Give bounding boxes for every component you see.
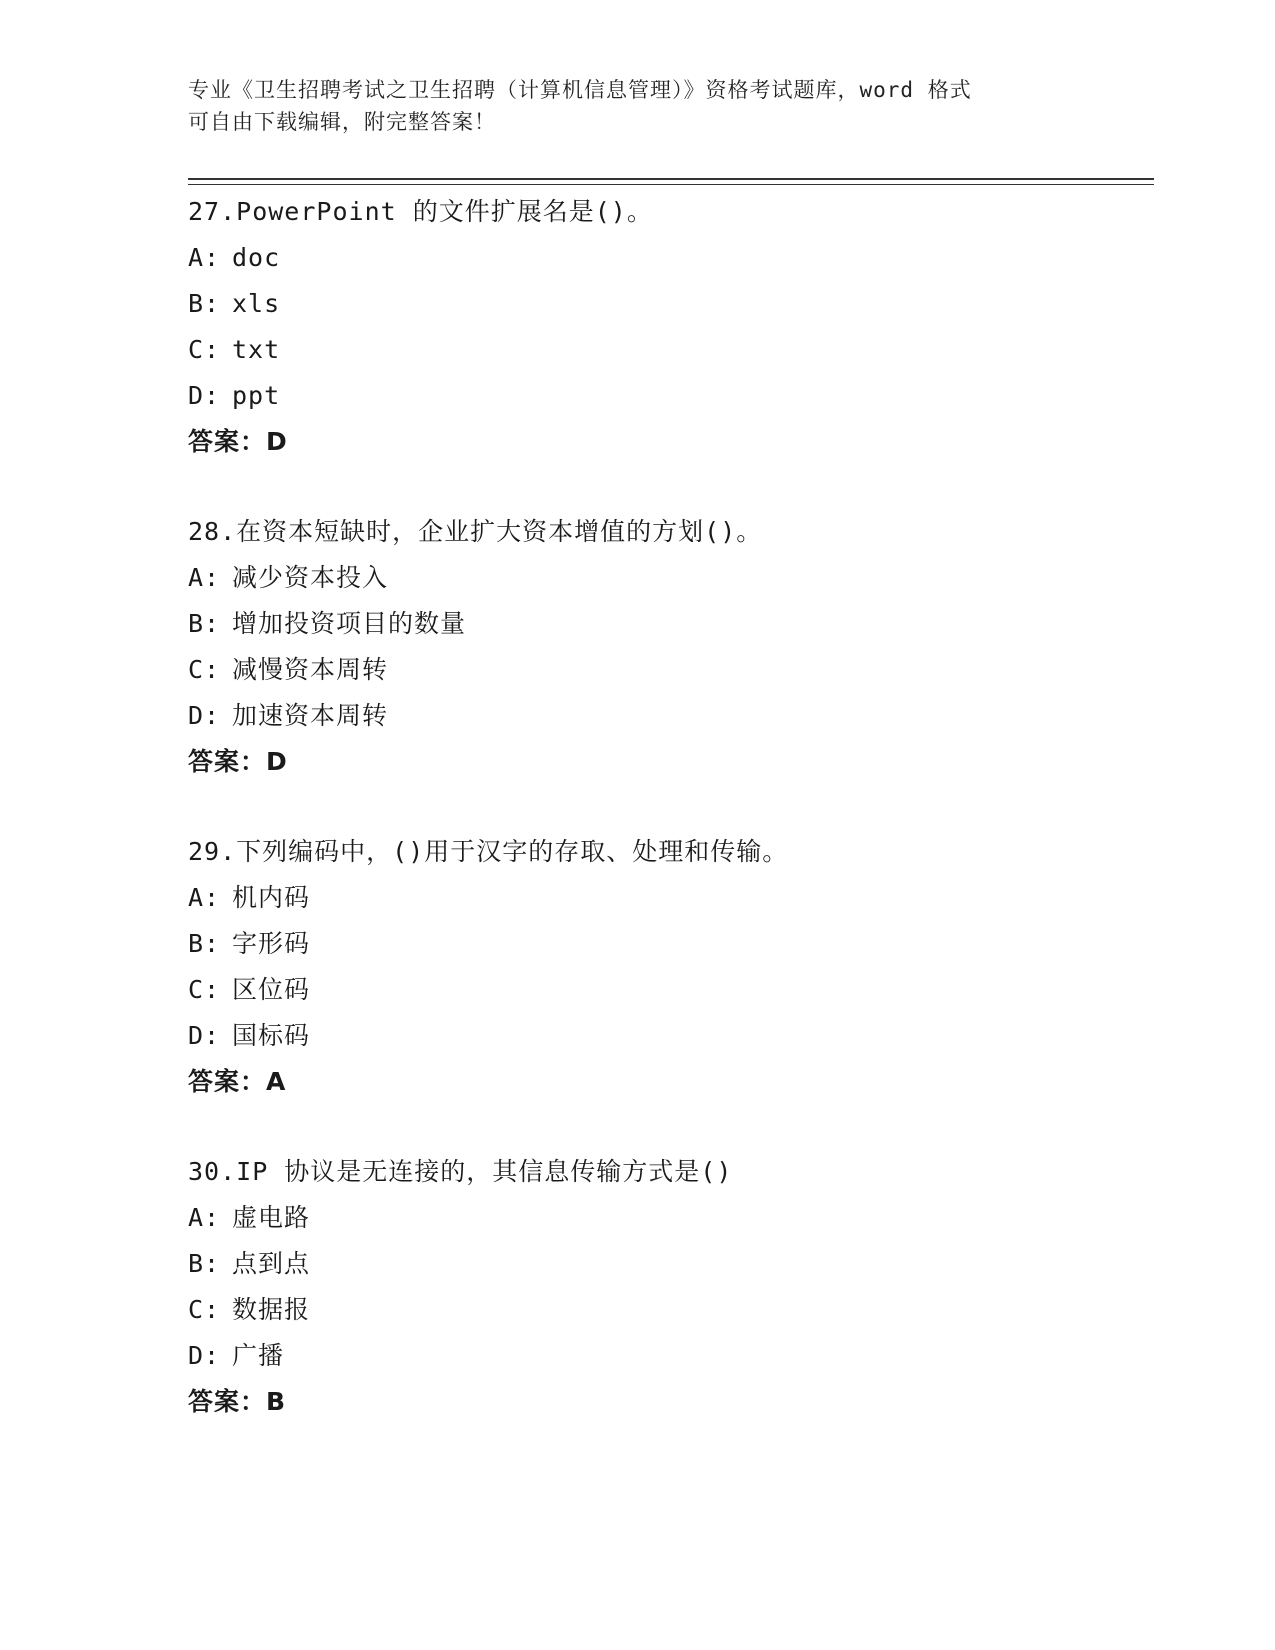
answer: 答案：B — [188, 1387, 287, 1416]
option-tag: B: — [188, 289, 221, 318]
question-30 — [188, 1149, 1148, 1425]
option-tag: D: — [188, 1341, 221, 1370]
option-text: 减慢资本周转 — [232, 655, 389, 684]
answer: 答案：D — [188, 747, 288, 776]
option-text: 虚电路 — [232, 1203, 311, 1232]
option-b — [188, 281, 1148, 327]
option-tag: A: — [188, 563, 221, 592]
option-text: 广播 — [232, 1341, 285, 1370]
option-c — [188, 1287, 1148, 1333]
option-text: txt — [232, 335, 281, 364]
option-tag: C: — [188, 975, 221, 1004]
option-a — [188, 235, 1148, 281]
option-tag: D: — [188, 1021, 221, 1050]
option-text: 国标码 — [232, 1021, 311, 1050]
option-text: ppt — [232, 381, 281, 410]
option-tag: C: — [188, 1295, 221, 1324]
question-27 — [188, 189, 1148, 465]
option-text: 区位码 — [232, 975, 311, 1004]
header-line-2: 可自由下载编辑，附完整答案！ — [188, 110, 496, 134]
option-d — [188, 373, 1148, 419]
option-tag: B: — [188, 609, 221, 638]
question-28 — [188, 509, 1148, 785]
option-tag: A: — [188, 1203, 221, 1232]
option-text: 字形码 — [232, 929, 311, 958]
option-d — [188, 1333, 1148, 1379]
question-29 — [188, 829, 1148, 1105]
option-d — [188, 693, 1148, 739]
option-b — [188, 601, 1148, 647]
option-text: 数据报 — [232, 1295, 311, 1324]
option-tag: B: — [188, 929, 221, 958]
answer: 答案：D — [188, 427, 288, 456]
option-a — [188, 875, 1148, 921]
option-tag: C: — [188, 655, 221, 684]
option-text: doc — [232, 243, 281, 272]
question-text: 29.下列编码中，()用于汉字的存取、处理和传输。 — [188, 837, 789, 866]
option-tag: C: — [188, 335, 221, 364]
option-text: xls — [232, 289, 281, 318]
option-tag: A: — [188, 883, 221, 912]
option-d — [188, 1013, 1148, 1059]
option-tag: D: — [188, 381, 221, 410]
answer: 答案：A — [188, 1067, 287, 1096]
option-a — [188, 555, 1148, 601]
option-b — [188, 1241, 1148, 1287]
option-tag: B: — [188, 1249, 221, 1278]
option-c — [188, 967, 1148, 1013]
header-divider-thin — [188, 184, 1154, 185]
header-line-1: 专业《卫生招聘考试之卫生招聘（计算机信息管理）》资格考试题库，word 格式 — [188, 78, 972, 102]
option-tag: D: — [188, 701, 221, 730]
header-divider-thick — [188, 178, 1154, 180]
option-text: 增加投资项目的数量 — [232, 609, 467, 638]
option-text: 减少资本投入 — [232, 563, 389, 592]
question-text: 28.在资本短缺时，企业扩大资本增值的方划()。 — [188, 517, 763, 546]
document-header — [188, 74, 1088, 138]
question-text: 27.PowerPoint 的文件扩展名是()。 — [188, 197, 653, 226]
option-tag: A: — [188, 243, 221, 272]
option-b — [188, 921, 1148, 967]
option-c — [188, 647, 1148, 693]
option-text: 机内码 — [232, 883, 311, 912]
option-text: 加速资本周转 — [232, 701, 389, 730]
option-a — [188, 1195, 1148, 1241]
option-c — [188, 327, 1148, 373]
option-text: 点到点 — [232, 1249, 311, 1278]
question-text: 30.IP 协议是无连接的，其信息传输方式是() — [188, 1157, 733, 1186]
